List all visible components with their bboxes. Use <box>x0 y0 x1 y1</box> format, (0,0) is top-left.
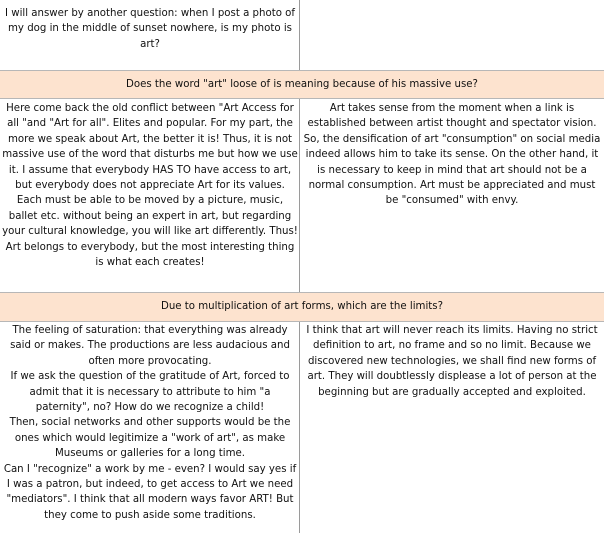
answer-cell-row5-right <box>302 323 602 531</box>
answer-cell-row3-left <box>2 101 298 291</box>
answer-cell-row1-right <box>302 6 602 68</box>
question-header-2 <box>0 292 604 322</box>
answer-text: I will answer by another question: when I post a photo of my dog in the middle of sunset nowhere, is my photo is art? <box>5 8 295 50</box>
answer-paragraph: If we ask the question of the gratitude of Art, forced to admit that it is necessary to attribute to him "a paternity", no? How do we recognize a child! <box>10 371 290 414</box>
answer-text: Art takes sense from the moment when a link is established between artist thought and spectator vision. So, the densification of art "consumption" on social media indeed allows him to take its sense. On the other hand, it is necessary to keep in mind that art should not be a normal consumption. Art must be appreciated and must be "consumed" with envy. <box>303 103 601 207</box>
answer-cell-row5-left <box>2 323 298 531</box>
question-header-1 <box>0 70 604 99</box>
answer-paragraph: Can I "recognize" a work by me - even? I would say yes if I was a patron, but indeed, to get access to Art we need "mediators". I think that all modern ways favor ART! But they come to push aside some traditions. <box>3 463 297 521</box>
answer-text: I think that art will never reach its limits. Having no strict definition to art, no frame and so no limit. Because we discovered new technologies, we shall find new forms of art. They will doubtlessly displease a lot of person at the beginning but are gradually accepted and exploited. <box>306 325 598 398</box>
question-text: Does the word "art" loose of is meaning because of his massive use? <box>126 79 478 90</box>
answer-cell-row3-right <box>302 101 602 291</box>
answer-text: Here come back the old conflict between "Art Access for all "and "Art for all". Elites and popular. For my part, the more we speak about Art, the better it is! Thus, it is not massive use of the word that disturbs me but how we use it. I assume that everybody HAS TO have access to art, but everybody does not appreciate Art for its values. Each must be able to be moved by a picture, music, ballet etc. without being an expert in art, but regarding your cultural knowledge, you will like art differently. Thus! Art belongs to everybody, but the most interesting thing is what each creates! <box>2 103 298 269</box>
answer-paragraph: Then, social networks and other supports would be the ones which would legitimize a "work of art", as make Museums or galleries for a long time. <box>9 417 291 460</box>
answer-cell-row1-left <box>2 6 298 68</box>
answer-paragraph: The feeling of saturation: that everything was already said or makes. The productions are less audacious and often more provocating. <box>10 325 290 367</box>
column-divider-top <box>299 0 300 70</box>
column-divider-bottom <box>299 322 300 533</box>
question-text: Due to multiplication of art forms, which are the limits? <box>160 301 443 312</box>
column-divider-middle <box>299 99 300 292</box>
